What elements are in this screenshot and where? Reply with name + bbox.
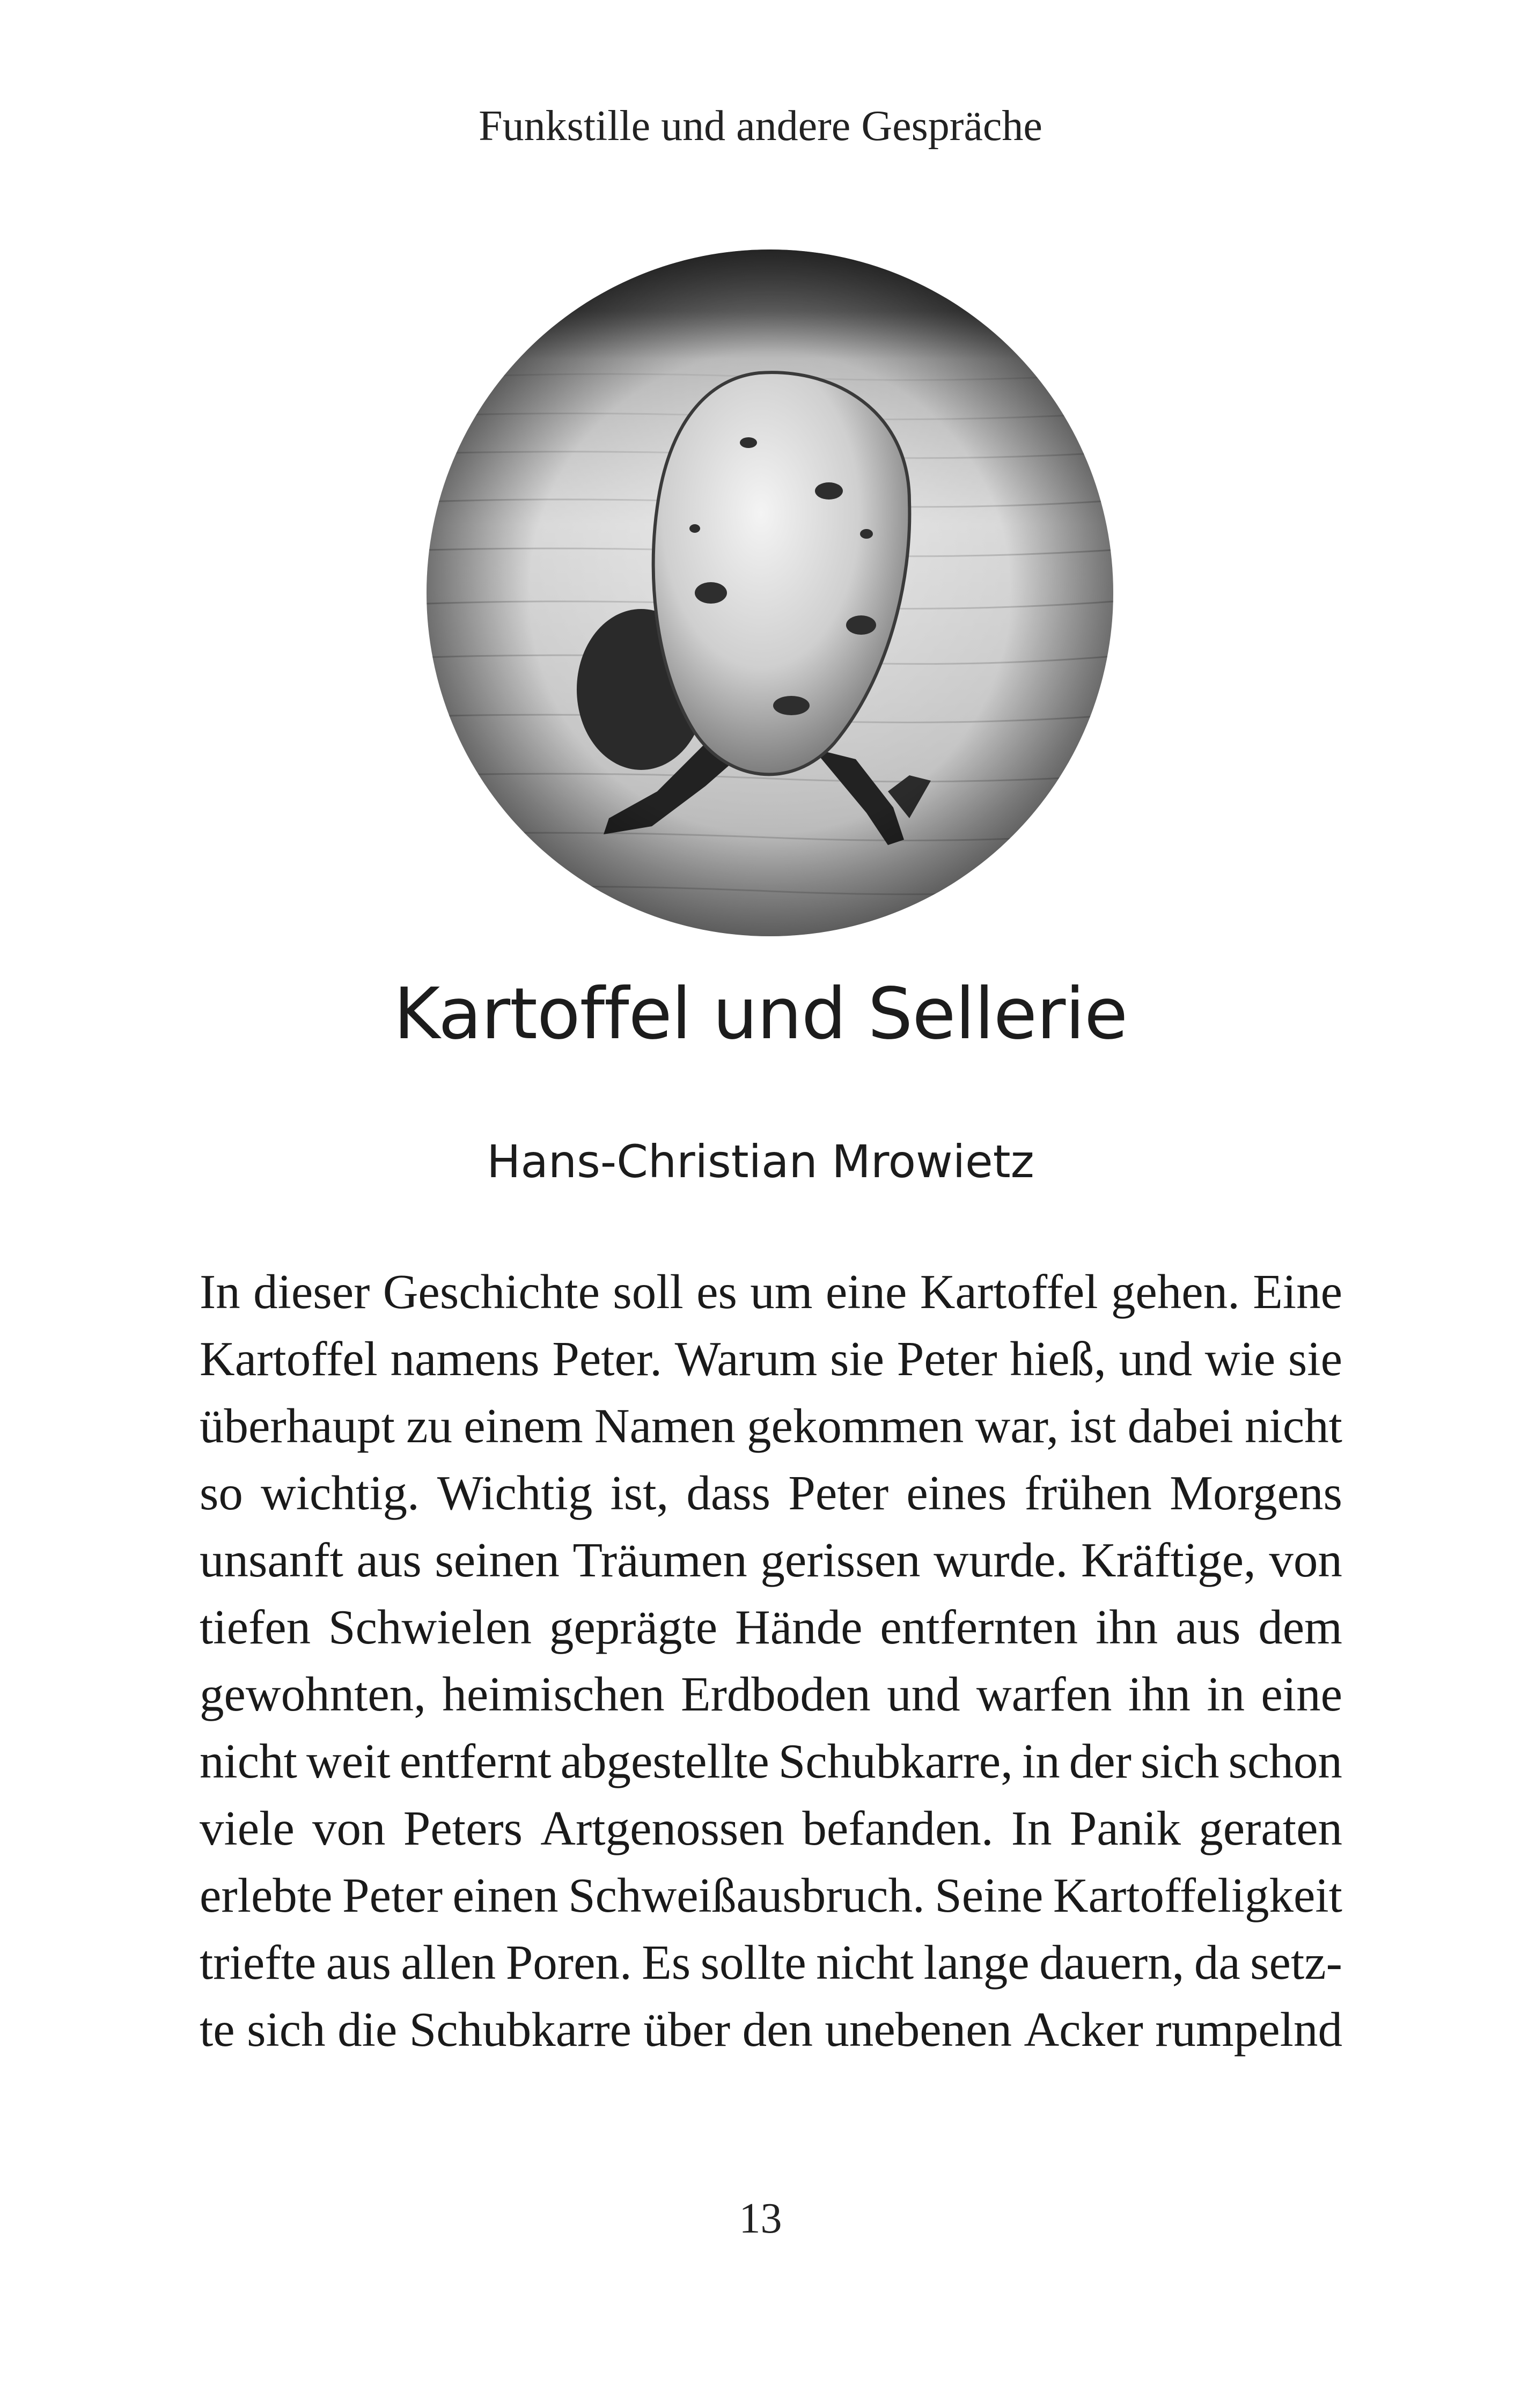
body-word: hieß, (1010, 1332, 1106, 1386)
body-word: namens (390, 1332, 540, 1386)
body-word: setz- (1250, 1935, 1342, 1989)
body-word: die (337, 2002, 398, 2057)
body-word: eine (1261, 1667, 1342, 1721)
body-word: aus (356, 1533, 422, 1587)
body-word: Kräftige, (1081, 1533, 1256, 1587)
body-word: überhaupt (200, 1399, 395, 1453)
body-word: weit (306, 1734, 391, 1788)
body-word: befanden. (802, 1801, 994, 1855)
body-word: entfernten (880, 1600, 1078, 1654)
walking-potato-icon (427, 249, 1113, 936)
body-word: Poren. (505, 1935, 632, 1989)
story-author: Hans-Christian Mrowietz (487, 1135, 1034, 1188)
body-word: sich (1140, 1734, 1219, 1788)
body-word: triefte (200, 1935, 317, 1989)
body-word: Peter (342, 1868, 443, 1922)
body-word: sollte (700, 1935, 806, 1989)
body-word: über (643, 2002, 731, 2057)
body-word: Schubkarre (409, 2002, 632, 2057)
body-word: Schubkarre, (778, 1734, 1013, 1788)
body-word: warfen (976, 1667, 1112, 1721)
body-word: so (200, 1466, 243, 1520)
body-word: in (1207, 1667, 1245, 1721)
body-word: Morgens (1170, 1466, 1342, 1520)
body-text (200, 1258, 1342, 2063)
chapter-illustration (427, 249, 1113, 936)
body-word: Peters (403, 1801, 523, 1855)
body-line (200, 1258, 1342, 1325)
body-word: es (696, 1265, 737, 1319)
body-word: aus (326, 1935, 391, 1989)
body-line (200, 1996, 1342, 2063)
body-word: nicht (200, 1734, 297, 1788)
body-word: soll (613, 1265, 684, 1319)
body-word: geprägte (549, 1600, 718, 1654)
body-word: nicht (1244, 1399, 1342, 1453)
page-number: 13 (739, 2195, 782, 2242)
body-line (200, 1929, 1342, 1996)
body-word: rumpelnd (1155, 2002, 1342, 2057)
body-word: dabei (1127, 1399, 1233, 1453)
body-word: gekommen (746, 1399, 964, 1453)
body-word: abgestellte (560, 1734, 769, 1788)
body-word: gerissen (760, 1533, 921, 1587)
body-word: von (312, 1801, 386, 1855)
running-head: Funkstille und andere Gespräche (479, 102, 1042, 150)
body-word: lange (923, 1935, 1030, 1989)
body-word: Namen (594, 1399, 736, 1453)
body-line (200, 1728, 1342, 1795)
body-word: Schwielen (328, 1600, 532, 1654)
body-word: dauern, (1039, 1935, 1185, 1989)
body-word: aus (1175, 1600, 1241, 1654)
body-word: geraten (1199, 1801, 1342, 1855)
body-word: entfernt (399, 1734, 552, 1788)
body-word: unsanft (200, 1533, 343, 1587)
body-word: um (750, 1265, 813, 1319)
body-line (200, 1459, 1342, 1526)
body-word: eine (825, 1265, 907, 1319)
body-line (200, 1526, 1342, 1594)
body-word: in (1022, 1734, 1060, 1788)
body-line (200, 1594, 1342, 1661)
body-word: te (200, 2002, 235, 2057)
body-word: und (1119, 1332, 1193, 1386)
body-word: eines (906, 1466, 1007, 1520)
body-word: dass (686, 1466, 771, 1520)
body-word: Träumen (572, 1533, 747, 1587)
body-word: Erdboden (681, 1667, 871, 1721)
body-word: wichtig. (261, 1466, 420, 1520)
body-word: einem (464, 1399, 583, 1453)
body-word: einen (452, 1868, 559, 1922)
body-word: In (200, 1265, 240, 1319)
body-word: zu (406, 1399, 453, 1453)
body-word: seinen (435, 1533, 560, 1587)
body-word: war, (975, 1399, 1059, 1453)
body-word: schon (1228, 1734, 1342, 1788)
body-word: frühen (1024, 1466, 1152, 1520)
body-line (200, 1325, 1342, 1392)
body-word: Seine (935, 1868, 1044, 1922)
story-title: Kartoffel und Sellerie (393, 973, 1128, 1055)
body-word: sie (1288, 1332, 1342, 1386)
body-word: dieser (253, 1265, 370, 1319)
body-word: nicht (816, 1935, 914, 1989)
body-word: viele (200, 1801, 295, 1855)
body-word: Wichtig (437, 1466, 593, 1520)
body-word: Eine (1253, 1265, 1342, 1319)
body-word: ist (1070, 1399, 1116, 1453)
body-word: Artgenossen (540, 1801, 785, 1855)
body-word: allen (401, 1935, 496, 1989)
body-line (200, 1392, 1342, 1459)
body-line (200, 1661, 1342, 1728)
body-word: wie (1204, 1332, 1276, 1386)
body-word: Acker (1024, 2002, 1143, 2057)
body-word: wurde. (934, 1533, 1068, 1587)
body-word: und (887, 1667, 960, 1721)
body-word: Peter. (552, 1332, 662, 1386)
body-word: sich (247, 2002, 326, 2057)
body-word: Kartoffel (920, 1265, 1098, 1319)
body-word: heimischen (442, 1667, 665, 1721)
body-word: unebenen (825, 2002, 1012, 2057)
body-word: Hände (734, 1600, 863, 1654)
body-word: von (1269, 1533, 1342, 1587)
body-word: Kartoffeligkeit (1053, 1868, 1342, 1922)
body-word: Panik (1069, 1801, 1181, 1855)
body-word: der (1069, 1734, 1131, 1788)
body-word: Geschichte (383, 1265, 600, 1319)
body-word: gewohnten, (200, 1667, 427, 1721)
body-word: Peter (788, 1466, 889, 1520)
body-line (200, 1862, 1342, 1929)
body-word: Schweißausbruch. (568, 1868, 925, 1922)
body-word: gehen. (1111, 1265, 1240, 1319)
body-word: erlebte (200, 1868, 333, 1922)
body-word: sie (829, 1332, 885, 1386)
body-word: Warum (674, 1332, 818, 1386)
body-word: Peter (897, 1332, 997, 1386)
body-line (200, 1795, 1342, 1862)
body-word: ist, (610, 1466, 669, 1520)
body-word: ihn (1128, 1667, 1191, 1721)
body-word: den (742, 2002, 813, 2057)
body-word: da (1194, 1935, 1240, 1989)
body-word: In (1011, 1801, 1052, 1855)
body-word: dem (1258, 1600, 1342, 1654)
body-word: tiefen (200, 1600, 311, 1654)
body-word: ihn (1095, 1600, 1158, 1654)
body-word: Kartoffel (200, 1332, 378, 1386)
body-word: Es (642, 1935, 691, 1989)
